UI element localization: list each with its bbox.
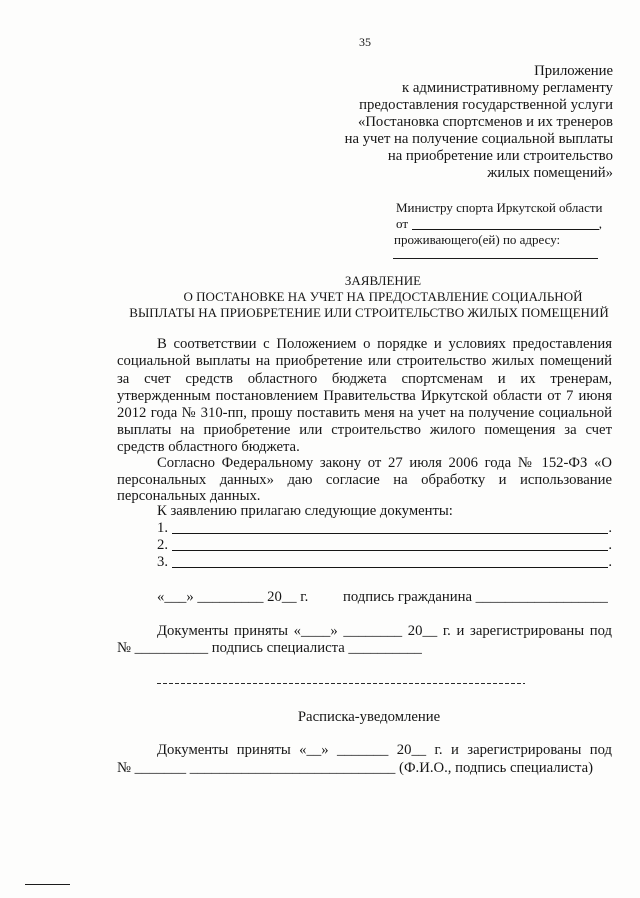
title-subtitle-line: О ПОСТАНОВКЕ НА УЧЕТ НА ПРЕДОСТАВЛЕНИЕ СОЦИАЛЬНОЙ xyxy=(183,289,583,304)
appendix-line: «Постановка спортсменов и их тренеров xyxy=(357,114,613,130)
receipt-title: Расписка-уведомление xyxy=(297,709,441,725)
attachment-blank xyxy=(172,567,608,568)
attachment-item xyxy=(157,554,612,571)
attachment-end: . xyxy=(608,554,612,570)
appendix-line: к административному регламенту xyxy=(402,80,613,96)
paragraph-line: социальной выплаты на приобретение или строительство жилых помещений xyxy=(117,353,612,369)
receipt-line: № _______ ____________________________ (Ф.И.О., подпись специалиста) xyxy=(117,760,593,776)
receipt-line: Документы приняты «__» _______ 20__ г. и зарегистрированы под xyxy=(157,742,612,758)
page-number: 35 xyxy=(359,35,371,49)
paragraph-line: 2012 года № 310-пп, прошу поставить меня на учет на получение социальной xyxy=(117,405,612,421)
cut-separator-line xyxy=(157,683,525,684)
appendix-line: на приобретение или строительство xyxy=(387,148,613,164)
paragraph-line: персональных данных. xyxy=(117,488,261,504)
addressee-from-row xyxy=(396,216,602,232)
attachment-number: 2. xyxy=(157,537,169,553)
attachment-item xyxy=(157,537,612,554)
paragraph-line: выплаты на приобретение или строительство жилого помещения за счет xyxy=(117,422,612,438)
paragraph-line: за счет средств областного бюджета спортсменам и их тренерам, xyxy=(117,371,612,387)
attachment-end: . xyxy=(608,520,612,536)
applicant-signature-line: подпись гражданина __________________ xyxy=(343,589,608,605)
paragraph-line: персональных данных» даю согласие на обработку и использование xyxy=(117,472,612,488)
attachments-intro: К заявлению прилагаю следующие документы: xyxy=(157,503,453,519)
attachment-item xyxy=(157,520,612,537)
title-subtitle-line: ВЫПЛАТЫ НА ПРИОБРЕТЕНИЕ ИЛИ СТРОИТЕЛЬСТВО ЖИЛЫХ ПОМЕЩЕНИЙ xyxy=(129,305,609,320)
paragraph-line: Согласно Федеральному закону от 27 июля 2006 года № 152-ФЗ «О xyxy=(157,455,612,471)
addressee-residence-label: проживающего(ей) по адресу: xyxy=(394,232,561,247)
appendix-line: предоставления государственной услуги xyxy=(359,97,613,113)
attachment-number: 3. xyxy=(157,554,169,570)
appendix-line: жилых помещений» xyxy=(487,165,613,181)
appendix-line: Приложение xyxy=(534,63,613,79)
attachment-blank xyxy=(172,550,608,551)
title-heading: ЗАЯВЛЕНИЕ xyxy=(344,273,422,288)
appendix-header xyxy=(300,63,613,182)
attachment-end: . xyxy=(608,537,612,553)
registration-line: Документы приняты «____» ________ 20__ г. и зарегистрированы под xyxy=(157,623,612,639)
footnote-separator xyxy=(25,884,70,885)
attachment-number: 1. xyxy=(157,520,169,536)
addressee-from-punctuation: , xyxy=(598,216,602,231)
addressee-minister: Министру спорта Иркутской области xyxy=(396,200,603,215)
paragraph-line: средств областного бюджета. xyxy=(117,439,300,455)
registration-line: № __________ подпись специалиста __________ xyxy=(117,640,422,656)
addressee-from-label: от xyxy=(396,216,409,231)
addressee-address-blank xyxy=(393,258,598,259)
attachment-blank xyxy=(172,533,608,534)
paragraph-line: В соответствии с Положением о порядке и условиях предоставления xyxy=(157,336,612,352)
applicant-date-line: «___» _________ 20__ г. xyxy=(157,589,309,605)
paragraph-line: утвержденным постановлением Правительства Иркутской области от 7 июня xyxy=(117,388,612,404)
appendix-line: на учет на получение социальной выплаты xyxy=(344,131,613,147)
addressee-from-blank xyxy=(412,229,599,230)
